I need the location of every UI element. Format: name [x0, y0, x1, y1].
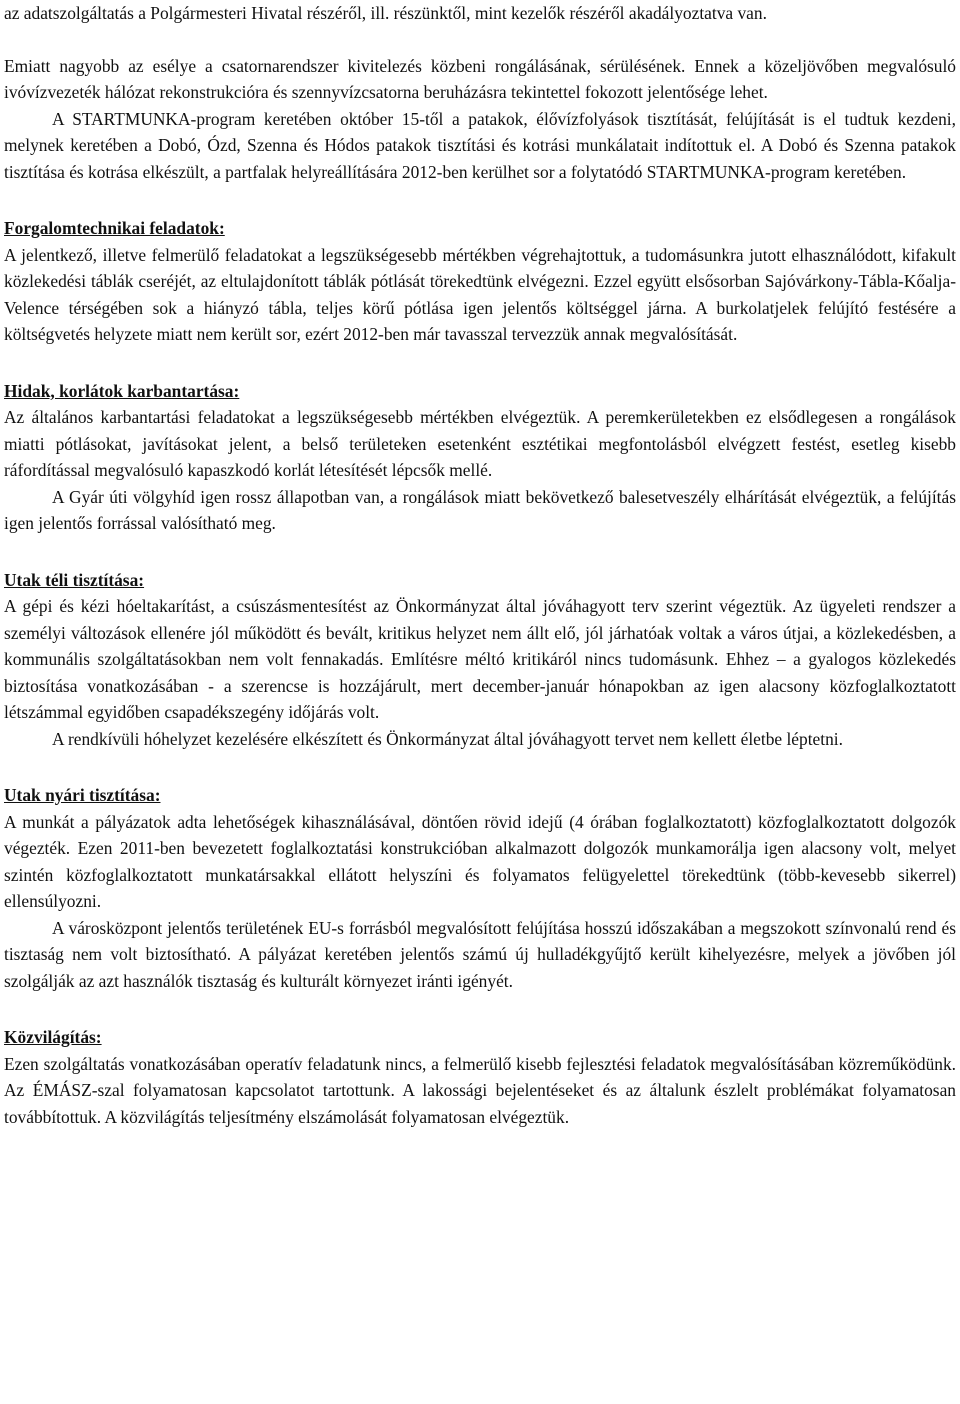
section-paragraph: A jelentkező, illetve felmerülő feladatokat a legszükségesebb mértékben végrehajtottuk, a tudomásunkra jutott elhasználódott, kifakult közlekedési táblák cseréjét, az eltulajdonított táblák pótlását törekedtünk elvégezni. Ezzel együtt elsősorban Sajóvárkony-Tábla-Kőalja-Velence térségében sok a hiányzó tábla, teljes körű pótlása igen jelentős költséggel járna. A burkolatjelek felújító festésére a költségvetés helyzete miatt nem került sor, ezért 2012-ben már tavasszal tervezzük annak megvalósítását.: [4, 244, 956, 344]
section-paragraph: A Gyár úti völgyhíd igen rossz állapotban van, a rongálások miatt bekövetkező balesetveszély elhárítását elvégeztük, a felújítás igen jelentős forrással valósítható meg.: [4, 486, 956, 533]
section-paragraph: Ezen szolgáltatás vonatkozásában operatív feladatunk nincs, a felmerülő kisebb fejlesztési feladatok megvalósításában közreműködünk. Az ÉMÁSZ-szal folyamatosan kapcsolatot tartottunk. A lakossági bejelentéseket és az általunk észlelt problémákat folyamatosan továbbítottuk. A közvilágítás teljesítmény elszámolását folyamatosan elvégeztük.: [4, 1053, 956, 1127]
section-kozvilagitas: [4, 1024, 956, 1130]
intro-continuation-paragraph: az adatszolgáltatás a Polgármesteri Hivatal részéről, ill. részünktől, mint kezelők részéről akadályoztatva van.: [4, 3, 767, 23]
section-paragraph: A munkát a pályázatok adta lehetőségek kihasználásával, döntően rövid idejű (4 órában foglalkoztatott) közfoglalkoztatott dolgozók végezték. Ezen 2011-ben bevezetett foglalkoztatási konstrukcióban alkalmazott dolgozók munkamorálja igen alacsony volt, melyet szintén közfoglalkoztatott munkatársakkal ellátott helyszíni és folyamatos felügyelettel törekedtünk (több-kevesebb sikerrel) ellensúlyozni.: [4, 811, 956, 911]
section-forgalomtechnika: [4, 215, 956, 348]
section-heading-kozvilagitas: Közvilágítás:: [4, 1027, 102, 1047]
section-paragraph: A rendkívüli hóhelyzet kezelésére elkészített és Önkormányzat által jóváhagyott tervet nem kellett életbe léptetni.: [52, 728, 843, 749]
section-teli-tisztitas: [4, 567, 956, 753]
intro-risk-paragraph: Emiatt nagyobb az esélye a csatornarendszer kivitelezés közbeni rongálásának, sérülésének. Ennek a közeljövőben megvalósuló ivóvízvezeték hálózat rekonstrukcióra és szennyvízcsatorna beruházásra tekintettel fokozott jelentősége lehet.: [4, 55, 956, 102]
startmunka-paragraph: A STARTMUNKA-program keretében október 15-től a patakok, élővízfolyások tisztítását, felújítását is el tudtuk kezdeni, melynek keretében a Dobó, Ózd, Szenna és Hódos patakok tisztítási és kotrási munkálatait indítottuk el. A Dobó és Szenna patakok tisztítása és kotrása elkészült, a partfalak helyreállítására 2012-ben kerülhet sor a folytatódó STARTMUNKA-program keretében.: [4, 108, 956, 182]
section-heading-hidak: Hidak, korlátok karbantartása:: [4, 380, 240, 401]
section-heading-teli-tisztitas: Utak téli tisztítása:: [4, 569, 145, 590]
section-hidak: [4, 378, 956, 537]
section-heading-nyari-tisztitas: Utak nyári tisztítása:: [4, 785, 161, 805]
section-paragraph: Az általános karbantartási feladatokat a legszükségesebb mértékben elvégeztük. A peremkerületekben ez elsődlegesen a rongálások miatti pótlásokat, javításokat jelent, a belső területeken esetenként esztétikai megfontolásból elvégzett festést, esetleg kisebb ráfordítással megvalósuló kapaszkodó korlát létesítését lépcsők mellé.: [4, 407, 956, 480]
section-paragraph: A gépi és kézi hóeltakarítást, a csúszásmentesítést az Önkormányzat által jóváhagyott terv szerint végeztük. Az ügyeleti rendszer a személyi változások ellenére jól működött és bevált, kritikus helyzet nem állt elő, jól járhatóak voltak a város útjai, a közlekedésben, a kommunális szolgáltatásokban nem volt fennakadás. Említésre méltó kritikáról nincs tudomásunk. Ehhez – a gyalogos közlekedés biztosítása vonatkozásában - a szerencse is hozzájárult, mert december-január hónapokban az igen alacsony közfoglalkoztatott létszámmal egyidőben csapadékszegény időjárás volt.: [4, 596, 956, 722]
section-nyari-tisztitas: [4, 782, 956, 994]
section-heading-forgalomtechnika: Forgalomtechnikai feladatok:: [4, 218, 225, 238]
section-paragraph: A városközpont jelentős területének EU-s forrásból megvalósított felújítása hosszú időszakában a megszokott színvonalú rend és tisztaság nem volt biztosítható. A pályázat keretében jelentős számú új hulladékgyűjtő került kihelyezésre, melyek a jövőben jól szolgálják az azt használók tisztaság és kulturált környezet iránti igényét.: [4, 917, 956, 991]
